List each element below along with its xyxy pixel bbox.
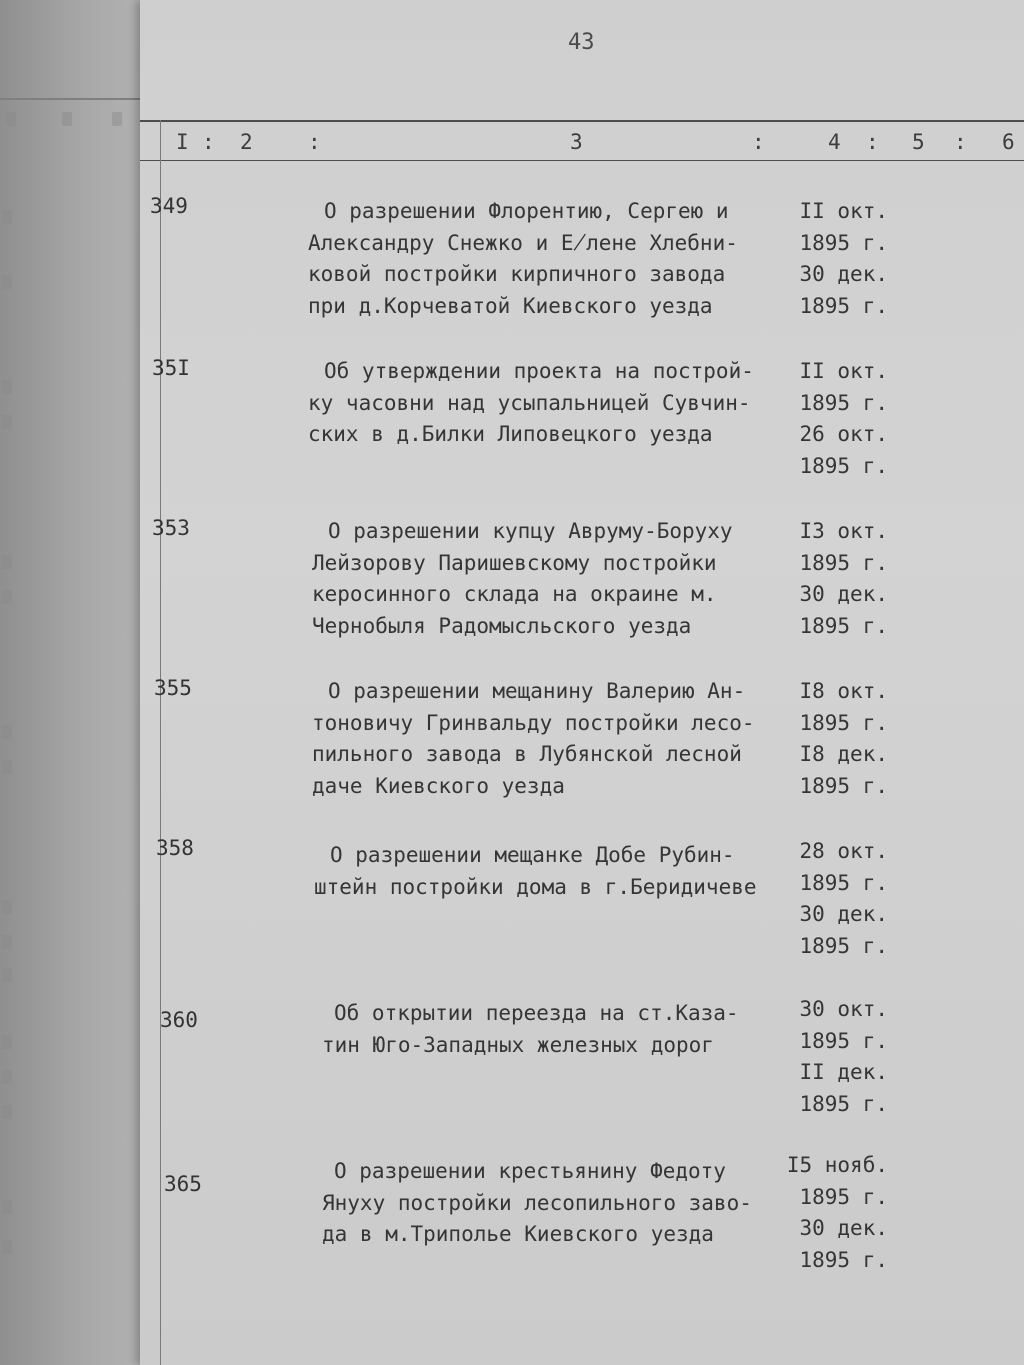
date-line: II окт. (799, 359, 888, 383)
description-line: ковой постройки кирпичного завода (308, 262, 726, 286)
date-line: 30 дек. (799, 902, 888, 926)
description-line: Чернобыля Радомысльского уезда (312, 613, 692, 638)
column-header-2: 2 (240, 130, 253, 154)
date-line: 1895 г. (799, 550, 888, 575)
description-line: пильного завода в Лубянской лесной (312, 742, 742, 766)
header-bottom-rule (140, 160, 1024, 161)
description-line: да в м.Триполье Киевского уезда (322, 1222, 714, 1246)
date-line: 28 окт. (799, 839, 888, 863)
date-line: 30 окт. (799, 997, 888, 1021)
bleed-mark (2, 725, 12, 739)
bleed-mark (2, 415, 12, 429)
bleed-mark (2, 1105, 12, 1119)
bleed-mark (2, 555, 12, 569)
description-line: при д.Корчеватой Киевского уезда (308, 293, 713, 318)
entry-dates (768, 196, 888, 322)
date-line: II окт. (799, 199, 888, 223)
date-line: 1895 г. (799, 453, 888, 478)
previous-page-edge (0, 0, 150, 1365)
bleed-mark (2, 935, 12, 949)
bleed-mark (2, 210, 12, 224)
column-separator: : (954, 130, 967, 154)
entry-description (308, 516, 778, 642)
bleed-mark (2, 590, 12, 604)
description-line: ских в д.Билки Липовецкого уезда (308, 422, 713, 446)
date-line: 26 окт. (799, 422, 888, 446)
bleed-mark (2, 760, 12, 774)
entry-number: 349 (150, 194, 188, 218)
date-line: 1895 г. (799, 1184, 888, 1209)
date-line: 1895 г. (799, 1247, 888, 1272)
bleed-mark (2, 1035, 12, 1049)
date-line: I5 нояб. (786, 1153, 888, 1177)
description-line: Об открытии переезда на ст.Каза- (334, 1001, 739, 1025)
description-line: Об утверждении проекта на построй- (324, 359, 754, 383)
bleed-mark (6, 112, 16, 126)
entry-description (308, 1156, 778, 1251)
bleed-mark (2, 1240, 12, 1254)
bleed-mark (62, 112, 72, 126)
entry-description (308, 840, 778, 903)
entry-dates (768, 836, 888, 962)
bleed-mark (2, 380, 12, 394)
date-line: 1895 г. (799, 293, 888, 318)
entry-dates (768, 994, 888, 1120)
date-line: 1895 г. (799, 710, 888, 735)
bleed-mark (2, 900, 12, 914)
description-line: Александру Снежко и Е̸лене Хлебни- (308, 230, 738, 255)
description-line: ку часовни над усыпальницей Сувчин- (308, 390, 751, 415)
date-line: 1895 г. (799, 870, 888, 895)
description-line: О разрешении купцу Авруму-Боруху (328, 519, 733, 543)
date-line: I8 окт. (799, 679, 888, 703)
date-line: 1895 г. (799, 933, 888, 958)
previous-page-rule (0, 98, 140, 100)
entry-dates (768, 356, 888, 482)
description-line: О разрешении мещанке Добе Рубин- (330, 843, 735, 867)
date-line: I3 окт. (799, 519, 888, 543)
description-line: штейн постройки дома в г.Беридичеве (314, 874, 757, 899)
entry-number: 365 (164, 1172, 202, 1196)
column-header-4: 4 (828, 130, 841, 154)
column-header-6: 6 (1002, 130, 1015, 154)
bleed-mark (2, 1070, 12, 1084)
header-top-rule (140, 120, 1024, 122)
column-header-3: 3 (570, 130, 583, 154)
description-line: тин Юго-Западных железных дорог (322, 1032, 714, 1057)
entry-number: 358 (156, 836, 194, 860)
date-line: 1895 г. (799, 390, 888, 415)
document-page (140, 0, 1024, 1365)
entry-description (308, 196, 778, 322)
entry-dates (768, 676, 888, 802)
column-separator: : (866, 130, 879, 154)
column-separator: : (752, 130, 765, 154)
entry-number: 355 (154, 676, 192, 700)
entry-dates (768, 516, 888, 642)
entry-number: 360 (160, 1008, 198, 1032)
description-line: даче Киевского уезда (312, 773, 565, 798)
entry-number: 35I (152, 356, 190, 380)
bleed-mark (2, 968, 12, 982)
entry-description (308, 676, 778, 802)
bleed-mark (2, 1200, 12, 1214)
date-line: 1895 г. (799, 613, 888, 638)
description-line: О разрешении крестьянину Федоту (334, 1159, 726, 1183)
entry-number: 353 (152, 516, 190, 540)
bleed-mark (2, 275, 12, 289)
column-separator: : (308, 130, 321, 154)
date-line: II дек. (799, 1060, 888, 1084)
left-column-border (160, 120, 161, 1365)
date-line: 30 дек. (799, 1216, 888, 1240)
page-number: 43 (568, 30, 595, 55)
date-line: 1895 г. (799, 230, 888, 255)
description-line: Януху постройки лесопильного заво- (322, 1190, 752, 1215)
date-line: 30 дек. (799, 262, 888, 286)
entry-dates (768, 1150, 888, 1276)
description-line: О разрешении мещанину Валерию Ан- (328, 679, 746, 703)
date-line: 30 дек. (799, 582, 888, 606)
description-line: тоновичу Гринвальду постройки лесо- (312, 710, 755, 735)
column-header-5: 5 (912, 130, 925, 154)
description-line: Лейзорову Паришевскому постройки (312, 550, 717, 575)
date-line: 1895 г. (799, 1091, 888, 1116)
date-line: 1895 г. (799, 1028, 888, 1053)
column-header-1: I (176, 130, 189, 154)
description-line: керосинного склада на окраине м. (312, 582, 717, 606)
column-separator: : (202, 130, 215, 154)
entry-description (308, 356, 778, 451)
entry-description (308, 998, 778, 1061)
bleed-mark (112, 112, 122, 126)
description-line: О разрешении Флорентию, Сергею и (324, 199, 729, 223)
date-line: 1895 г. (799, 773, 888, 798)
date-line: I8 дек. (799, 742, 888, 766)
